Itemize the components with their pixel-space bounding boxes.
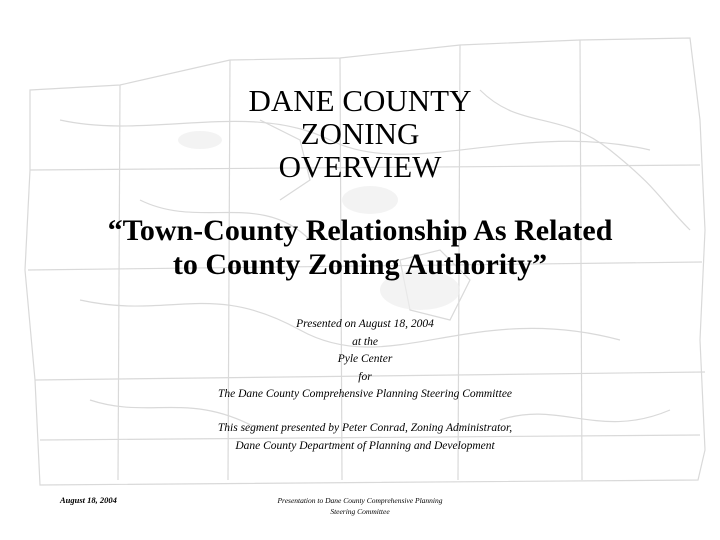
segment-presenter [0,420,720,455]
segment-line: Dane County Department of Planning and Development [235,439,495,452]
page-title [0,84,720,183]
subtitle-line: “Town-County Relationship As Related [107,214,613,247]
title-line: DANE COUNTY [248,83,472,118]
footer-presentation-line: Steering Committee [330,506,390,516]
presented-line: for [358,370,372,383]
footer-date: August 18, 2004 [60,495,117,505]
presentation-details [0,316,720,404]
presented-line: Pyle Center [337,353,393,365]
presented-line: The Dane County Comprehensive Planning Steering Committee [217,388,513,400]
subtitle-line: to County Zoning Authority” [172,248,548,281]
title-line: OVERVIEW [278,149,442,184]
title-line: ZONING [300,116,420,151]
footer-presentation [240,496,480,517]
subtitle [0,214,720,282]
footer-presentation-line: Presentation to Dane County Comprehensive Planning [277,496,443,505]
segment-line: This segment presented by Peter Conrad, Zoning Administrator, [217,422,513,434]
presented-line: Presented on August 18, 2004 [296,318,434,330]
presented-line: at the [352,335,378,348]
